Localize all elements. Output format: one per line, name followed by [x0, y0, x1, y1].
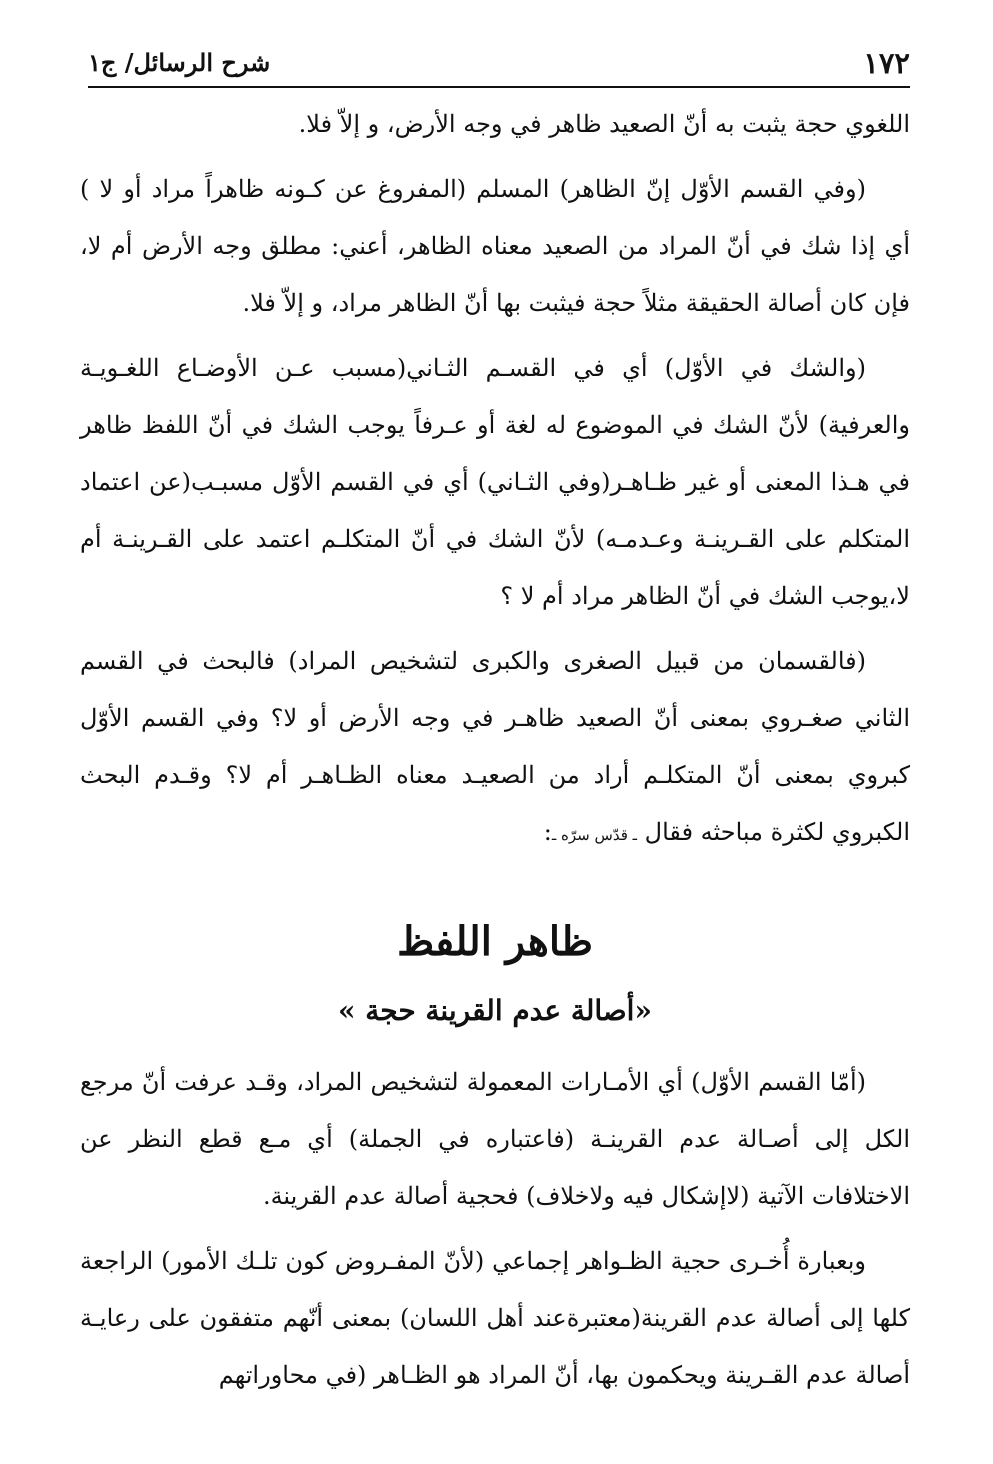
section-title: ظاهر اللفظ — [397, 918, 593, 965]
honorific: ـ قدّس سرّه ـ — [551, 826, 638, 844]
page-number: ١٧٢ — [863, 46, 910, 80]
colon: : — [543, 818, 552, 846]
page-header — [88, 40, 910, 84]
section-one — [80, 96, 910, 864]
paragraph-doubt-cause: (والشك في الأوّل) أي في القسـم الثـاني(مسبب عـن الأوضـاع اللغـويـة والعرفية) لأنّ الشك في الموضوع له لغة أو عـرفاً يوجب الشك في أنّ اللفظ ظاهر في هـذا المعنى أو غير ظـاهـر(وفي الثـاني) أي في القسم الأوّل مسبـب(عن اعتماد المتكلم على القـرينـة وعـدمـه) لأنّ الشك في أنّ المتكلـم اعتمد على القـرينـة أم لا،يوجب الشك في أنّ الظاهر مراد أم لا ؟ — [80, 354, 910, 610]
section-subtitle: «أصالة عدم القرينة حجة » — [338, 994, 652, 1027]
section-two — [80, 1054, 910, 1404]
running-title: شرح الرسائل/ ج١ — [88, 48, 271, 77]
paragraph-first-part: (أمّا القسم الأوّل) أي الأمـارات المعمولة لتشخيص المراد، وقـد عرفت أنّ مرجع الكل إلى أصـالة عدم القرينـة (فاعتباره في الجملة) أي مـع قطع النظر عن الاختلافات الآتية (لاإشكال فيه ولاخلاف) فحجية أصالة عدم القرينة. — [80, 1068, 910, 1210]
paragraph-consensus: وبعبارة أُخـرى حجية الظـواهر إجماعي (لأنّ المفـروض كون تلـك الأمور) الراجعة كلها إلى أصالة عدم القرينة(معتبرةعند أهل اللسان) بمعنى أنّهم متفقون على رعايـة أصالة عدم القـرينة ويحكمون بها، أنّ المراد هو الظـاهر (في محاوراتهم — [80, 1247, 910, 1389]
paragraph-first-section: (وفي القسم الأوّل إنّ الظاهر) المسلم (المفروغ عن كـونه ظاهراً مراد أو لا ) أي إذا شك في أنّ المراد من الصعيد معناه الظاهر، أعني: مطلق وجه الأرض أم لا، فإن كان أصالة الحقيقة مثلاً حجة فيثبت بها أنّ الظاهر مراد، و إلاّ فلا. — [80, 175, 910, 317]
paragraph-minor-major — [80, 633, 910, 864]
paragraph-continuation: اللغوي حجة يثبت به أنّ الصعيد ظاهر في وجه الأرض، و إلاّ فلا. — [298, 110, 910, 138]
paragraph-minor-major-text: (فالقسمان من قبيل الصغرى والكبرى لتشخيص المراد) فالبحث في القسم الثاني صغـروي بمعنى أنّ الصعيد ظاهـر في وجه الأرض أو لا؟ وفي القسم الأوّل كبروي بمعنى أنّ المتكلـم أراد من الصعيـد معناه الظـاهـر أم لا؟ وقـدم البحث الكبروي لكثرة مباحثه فقال — [80, 647, 911, 846]
header-divider — [88, 86, 910, 88]
